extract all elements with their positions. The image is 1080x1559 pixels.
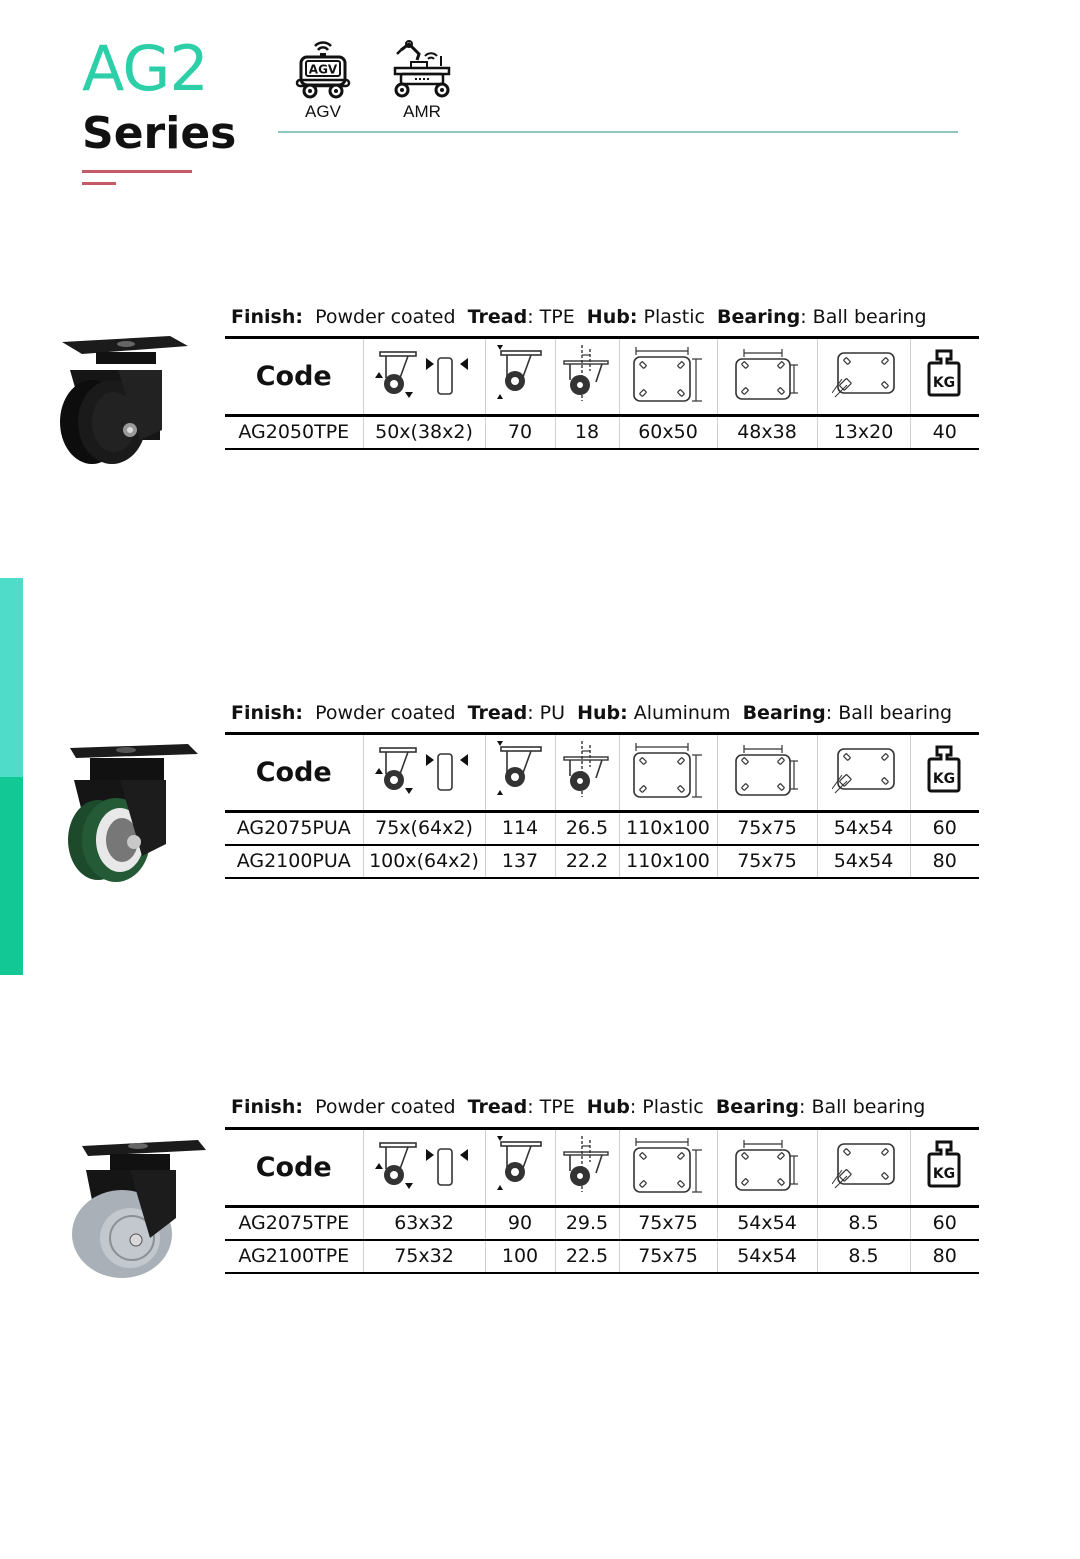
bolt-hole-size-icon <box>832 349 896 399</box>
column-header-plate <box>619 1129 717 1207</box>
bolt-hole-spacing-icon <box>734 743 800 797</box>
spec-table <box>225 732 979 879</box>
bolt-hole-size-icon <box>832 1140 896 1190</box>
table-row <box>225 1240 979 1273</box>
cell-code: AG2050TPE <box>225 416 363 449</box>
cell-load: 60 <box>910 1207 979 1240</box>
green-pu-double-wheel-caster-image <box>64 740 200 884</box>
series-code: AG2 <box>82 32 208 105</box>
finish-label: Finish: <box>231 1096 303 1118</box>
swivel-offset-icon <box>562 345 612 403</box>
cell-bolt-hole: 13x20 <box>817 416 910 449</box>
finish-value: Powder coated <box>315 1096 456 1118</box>
cell-code: AG2100TPE <box>225 1240 363 1273</box>
bearing-value: : Ball bearing <box>799 1096 926 1118</box>
cell-plate: 60x50 <box>619 416 717 449</box>
cell-wheel-size: 75x32 <box>363 1240 485 1273</box>
column-header-plate <box>619 734 717 812</box>
tread-label: Tread <box>467 702 528 724</box>
cell-offset: 22.5 <box>555 1240 619 1273</box>
svg-text:KG: KG <box>932 1166 955 1182</box>
cell-bolt-spacing: 48x38 <box>717 416 817 449</box>
cell-height: 137 <box>485 845 555 878</box>
plate-size-icon <box>632 345 704 403</box>
table-row <box>225 812 979 845</box>
column-header-height <box>485 1129 555 1207</box>
column-header-wheel-size <box>363 734 485 812</box>
table-header-row <box>225 734 979 812</box>
table-row <box>225 845 979 878</box>
cell-bolt-hole: 54x54 <box>817 845 910 878</box>
column-header-load <box>910 734 979 812</box>
application-amr <box>382 36 462 122</box>
grey-tpe-single-wheel-caster-image <box>70 1134 210 1280</box>
plate-size-icon <box>632 741 704 799</box>
spec-summary <box>231 1096 925 1118</box>
cell-bolt-spacing: 54x54 <box>717 1207 817 1240</box>
tread-value: : PU <box>527 702 565 724</box>
column-header-height <box>485 734 555 812</box>
plate-size-icon <box>632 1136 704 1194</box>
wheel-diameter-width-icon <box>374 1137 474 1193</box>
wheel-diameter-width-icon <box>374 346 474 402</box>
swivel-offset-icon <box>562 1136 612 1194</box>
hub-label: Hub: <box>586 306 638 328</box>
svg-text:KG: KG <box>932 375 955 391</box>
column-header-offset <box>555 1129 619 1207</box>
finish-label: Finish: <box>231 702 303 724</box>
side-accent-bar-light <box>0 578 23 777</box>
column-header-plate <box>619 338 717 416</box>
application-label-agv: AGV <box>305 102 341 121</box>
cell-bolt-spacing: 54x54 <box>717 1240 817 1273</box>
column-header-bolt-spacing <box>717 734 817 812</box>
cell-offset: 26.5 <box>555 812 619 845</box>
column-header-height <box>485 338 555 416</box>
column-header-bolt-spacing <box>717 338 817 416</box>
spec-summary <box>231 702 952 724</box>
column-header-load <box>910 1129 979 1207</box>
cell-wheel-size: 75x(64x2) <box>363 812 485 845</box>
spec-table <box>225 336 979 450</box>
finish-label: Finish: <box>231 306 303 328</box>
table-row <box>225 416 979 449</box>
hub-label: Hub: <box>577 702 628 724</box>
cell-height: 90 <box>485 1207 555 1240</box>
hub-value: : Plastic <box>629 1096 704 1118</box>
finish-value: Powder coated <box>315 306 456 328</box>
agv-vehicle-icon <box>293 36 353 100</box>
cell-bolt-hole: 54x54 <box>817 812 910 845</box>
column-header-offset <box>555 338 619 416</box>
application-label-amr: AMR <box>403 102 441 121</box>
column-header-code: Code <box>225 734 363 812</box>
wheel-diameter-width-icon <box>374 742 474 798</box>
tread-label: Tread <box>467 1096 528 1118</box>
bearing-label: Bearing <box>717 306 801 328</box>
svg-text:KG: KG <box>932 771 955 787</box>
column-header-code: Code <box>225 1129 363 1207</box>
column-header-bolt-spacing <box>717 1129 817 1207</box>
column-header-wheel-size <box>363 338 485 416</box>
bearing-label: Bearing <box>742 702 826 724</box>
column-header-bolt-hole <box>817 734 910 812</box>
header-divider <box>278 131 958 133</box>
overall-height-icon <box>495 741 545 799</box>
bearing-label: Bearing <box>715 1096 800 1118</box>
load-capacity-kg-icon <box>925 349 965 399</box>
column-header-bolt-hole <box>817 338 910 416</box>
cell-height: 70 <box>485 416 555 449</box>
column-header-load <box>910 338 979 416</box>
cell-plate: 75x75 <box>619 1207 717 1240</box>
load-capacity-kg-icon <box>925 745 965 795</box>
cell-height: 100 <box>485 1240 555 1273</box>
hub-value: Plastic <box>643 306 705 328</box>
tread-label: Tread <box>467 306 528 328</box>
cell-wheel-size: 63x32 <box>363 1207 485 1240</box>
amr-robot-icon <box>391 36 453 100</box>
table-row <box>225 1207 979 1240</box>
cell-bolt-spacing: 75x75 <box>717 845 817 878</box>
cell-plate: 110x100 <box>619 845 717 878</box>
column-header-offset <box>555 734 619 812</box>
cell-plate: 75x75 <box>619 1240 717 1273</box>
bearing-value: : Ball bearing <box>800 306 927 328</box>
cell-wheel-size: 100x(64x2) <box>363 845 485 878</box>
cell-code: AG2075PUA <box>225 812 363 845</box>
column-header-bolt-hole <box>817 1129 910 1207</box>
application-agv <box>283 36 363 122</box>
cell-offset: 18 <box>555 416 619 449</box>
spec-table <box>225 1127 979 1274</box>
overall-height-icon <box>495 345 545 403</box>
cell-offset: 29.5 <box>555 1207 619 1240</box>
hub-label: Hub <box>586 1096 630 1118</box>
overall-height-icon <box>495 1136 545 1194</box>
side-accent-bar-dark <box>0 777 23 975</box>
cell-code: AG2100PUA <box>225 845 363 878</box>
series-word: Series <box>82 108 237 159</box>
column-header-code: Code <box>225 338 363 416</box>
cell-height: 114 <box>485 812 555 845</box>
accent-underline-long <box>82 170 192 173</box>
bolt-hole-spacing-icon <box>734 347 800 401</box>
cell-load: 80 <box>910 845 979 878</box>
cell-code: AG2075TPE <box>225 1207 363 1240</box>
tread-value: : TPE <box>527 306 575 328</box>
bearing-value: : Ball bearing <box>825 702 953 724</box>
bolt-hole-size-icon <box>832 745 896 795</box>
cell-bolt-hole: 8.5 <box>817 1240 910 1273</box>
cell-load: 80 <box>910 1240 979 1273</box>
swivel-offset-icon <box>562 741 612 799</box>
hub-value: Aluminum <box>633 702 731 724</box>
table-header-row <box>225 338 979 416</box>
accent-underline-short <box>82 182 116 185</box>
svg-text:AGV: AGV <box>308 62 338 77</box>
cell-bolt-spacing: 75x75 <box>717 812 817 845</box>
series-title <box>82 34 236 162</box>
cell-bolt-hole: 8.5 <box>817 1207 910 1240</box>
table-header-row <box>225 1129 979 1207</box>
cell-load: 60 <box>910 812 979 845</box>
cell-offset: 22.2 <box>555 845 619 878</box>
cell-plate: 110x100 <box>619 812 717 845</box>
load-capacity-kg-icon <box>925 1140 965 1190</box>
column-header-wheel-size <box>363 1129 485 1207</box>
bolt-hole-spacing-icon <box>734 1138 800 1192</box>
spec-summary <box>231 306 927 328</box>
finish-value: Powder coated <box>315 702 456 724</box>
cell-wheel-size: 50x(38x2) <box>363 416 485 449</box>
cell-load: 40 <box>910 416 979 449</box>
black-double-wheel-caster-image <box>52 330 192 468</box>
tread-value: : TPE <box>527 1096 575 1118</box>
